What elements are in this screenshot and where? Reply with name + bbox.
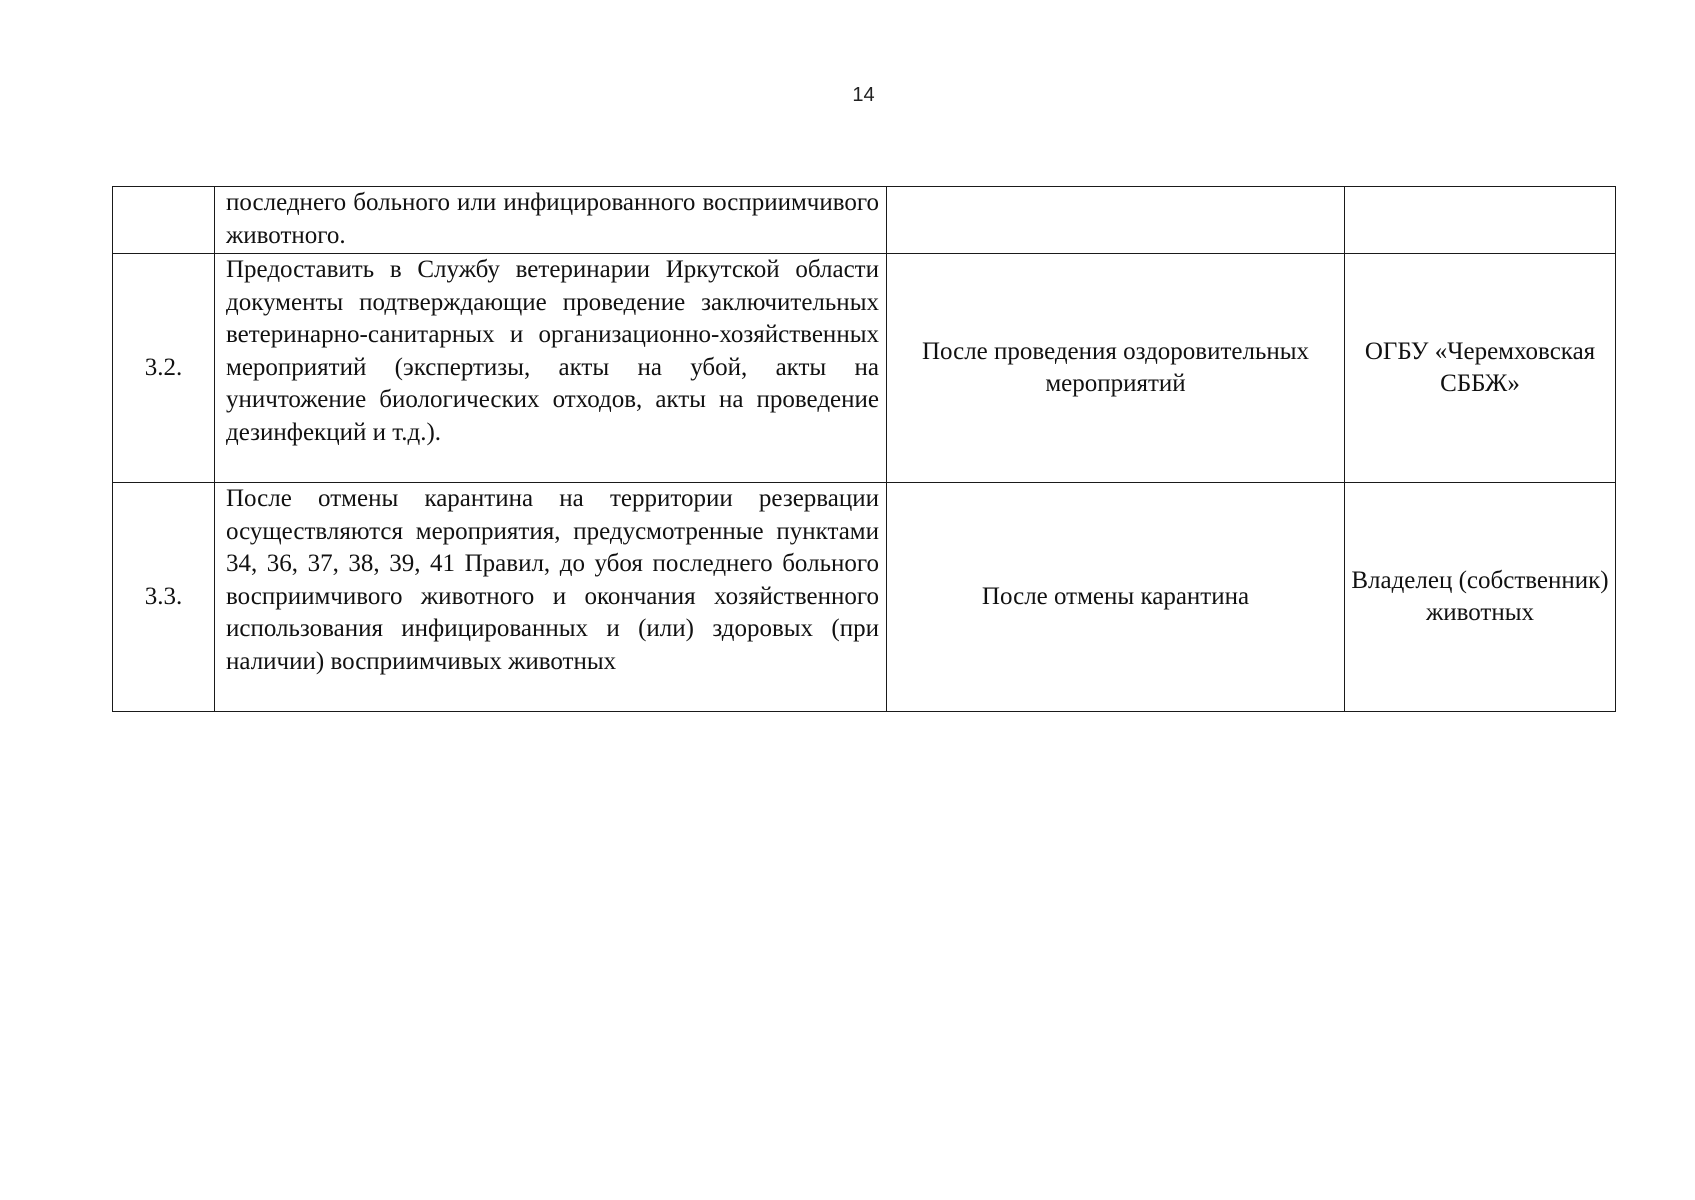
action-cell: После отмены карантина на территории резервации осуществляются мероприятия, предусмотренные пунктами 34, 36, 37, 38, 39, 41 Правил, до убоя последнего больного восприимчивого животного и окончания хозяйственного использования инфицированных и (или) здоровых (при наличии) восприимчивых животных <box>215 483 887 712</box>
term-cell: После отмены карантина <box>887 483 1345 712</box>
table-row <box>113 254 1616 483</box>
item-number-cell: 3.2. <box>113 254 215 483</box>
term-cell <box>887 187 1345 254</box>
term-cell: После проведения оздоровительных мероприятий <box>887 254 1345 483</box>
responsible-cell: Владелец (собственник) животных <box>1345 483 1616 712</box>
responsible-cell <box>1345 187 1616 254</box>
table-row <box>113 483 1616 712</box>
action-cell: Предоставить в Службу ветеринарии Иркутской области документы подтверждающие проведение заключительных ветеринарно-санитарных и организационно-хозяйственных мероприятий (экспертизы, акты на убой, акты на уничтожение биологических отходов, акты на проведение дезинфекций и т.д.). <box>215 254 887 483</box>
measures-table <box>112 186 1616 712</box>
page-number: 14 <box>852 84 875 106</box>
item-number-cell <box>113 187 215 254</box>
action-cell: последнего больного или инфицированного восприимчивого животного. <box>215 187 887 254</box>
table-row <box>113 187 1616 254</box>
item-number-cell: 3.3. <box>113 483 215 712</box>
responsible-cell: ОГБУ «Черемховская СББЖ» <box>1345 254 1616 483</box>
